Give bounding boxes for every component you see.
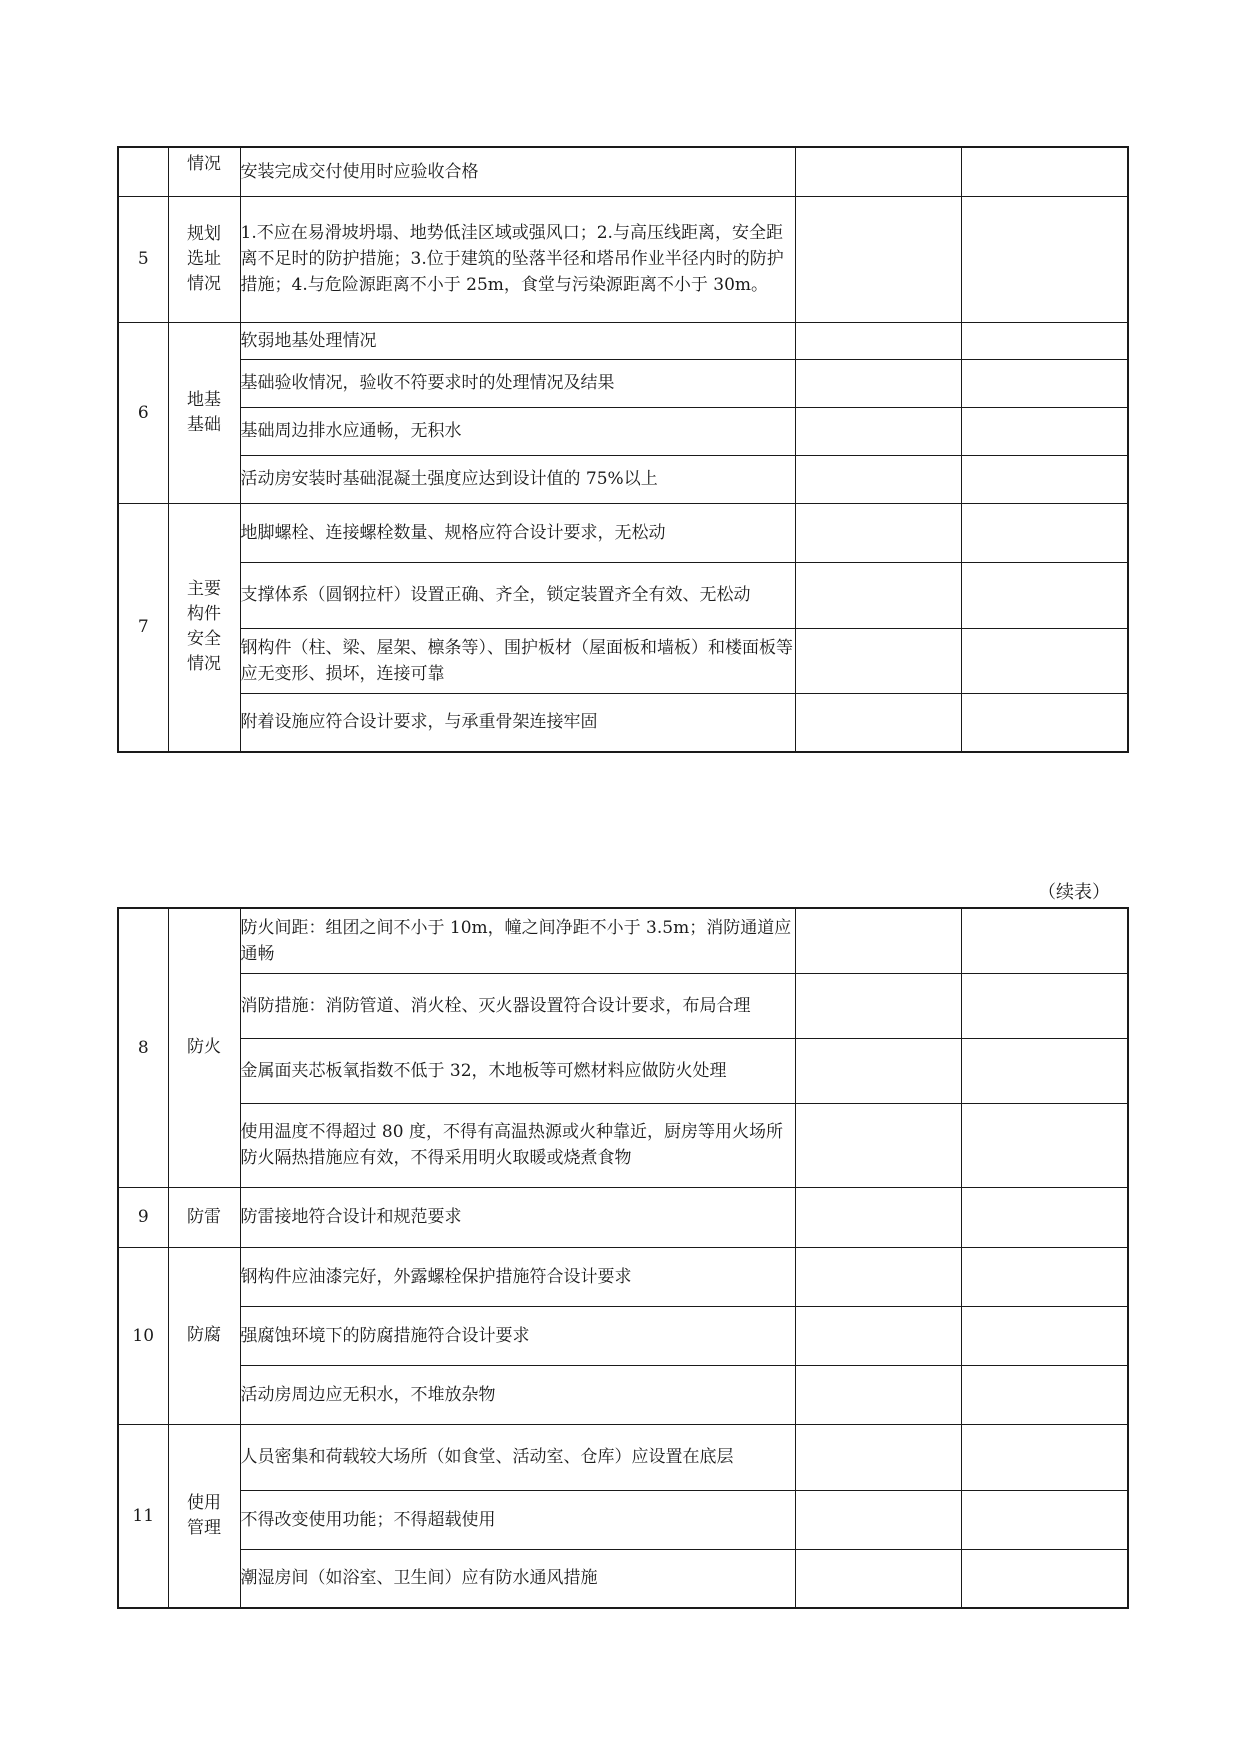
result-cell: [795, 1038, 961, 1103]
row-category-text: 规划 选址 情况: [187, 223, 221, 294]
check-item: 钢构件（柱、梁、屋架、檩条等）、围护板材（屋面板和墙板）和楼面板等应无变形、损坏，连接可靠: [240, 628, 795, 693]
check-item: 人员密集和荷载较大场所（如食堂、活动室、仓库）应设置在底层: [240, 1424, 795, 1490]
row-category: 情况: [168, 147, 240, 196]
remark-cell: [961, 908, 1128, 973]
row-category: 防雷: [168, 1187, 240, 1247]
check-item: 金属面夹芯板氧指数不低于 32，木地板等可燃材料应做防火处理: [240, 1038, 795, 1103]
table-row: [118, 359, 1128, 407]
table-row: [118, 1306, 1128, 1365]
remark-cell: [961, 562, 1128, 628]
result-cell: [795, 628, 961, 693]
check-item: 活动房周边应无积水，不堆放杂物: [240, 1365, 795, 1424]
row-number: 5: [118, 196, 168, 322]
table-row: [118, 322, 1128, 359]
table-row: [118, 973, 1128, 1038]
table-row: [118, 196, 1128, 322]
result-cell: [795, 1187, 961, 1247]
table-row: [118, 1424, 1128, 1490]
result-cell: [795, 455, 961, 503]
table-row: [118, 1038, 1128, 1103]
row-category: [168, 503, 240, 752]
check-item: 不得改变使用功能；不得超载使用: [240, 1490, 795, 1549]
row-category-text: 地基 基础: [187, 389, 221, 435]
row-category: [168, 1424, 240, 1608]
remark-cell: [961, 322, 1128, 359]
remark-cell: [961, 1306, 1128, 1365]
row-category: [168, 908, 240, 1187]
inspection-table-bottom: [117, 907, 1129, 1609]
result-cell: [795, 1103, 961, 1187]
row-number: 10: [118, 1247, 168, 1424]
row-category: [168, 196, 240, 322]
remark-cell: [961, 1187, 1128, 1247]
continued-label: （续表）: [1038, 882, 1110, 903]
inspection-table-top: [117, 146, 1129, 753]
result-cell: [795, 147, 961, 196]
check-item: 防雷接地符合设计和规范要求: [240, 1187, 795, 1247]
table-row: [118, 1490, 1128, 1549]
result-cell: [795, 908, 961, 973]
result-cell: [795, 1365, 961, 1424]
check-item: 消防措施：消防管道、消火栓、灭火器设置符合设计要求，布局合理: [240, 973, 795, 1038]
row-category-text: 主要 构件 安全 情况: [187, 579, 221, 675]
check-item: 软弱地基处理情况: [240, 322, 795, 359]
row-category: 防腐: [168, 1247, 240, 1424]
result-cell: [795, 1490, 961, 1549]
table-row: [118, 407, 1128, 455]
check-item: 安装完成交付使用时应验收合格: [240, 147, 795, 196]
remark-cell: [961, 1038, 1128, 1103]
result-cell: [795, 693, 961, 752]
check-item: 附着设施应符合设计要求，与承重骨架连接牢固: [240, 693, 795, 752]
table-row: [118, 503, 1128, 562]
check-item: 基础周边排水应通畅，无积水: [240, 407, 795, 455]
row-number: 7: [118, 503, 168, 752]
remark-cell: [961, 147, 1128, 196]
table-row: [118, 147, 1128, 196]
remark-cell: [961, 407, 1128, 455]
check-item: 使用温度不得超过 80 度，不得有高温热源或火种靠近，厨房等用火场所防火隔热措施应有效，不得采用明火取暖或烧煮食物: [240, 1103, 795, 1187]
table-row: [118, 562, 1128, 628]
remark-cell: [961, 1490, 1128, 1549]
table-row: [118, 628, 1128, 693]
table-row: [118, 908, 1128, 973]
row-number: [118, 147, 168, 196]
result-cell: [795, 322, 961, 359]
table-row: [118, 1365, 1128, 1424]
table-row: [118, 1549, 1128, 1608]
result-cell: [795, 407, 961, 455]
result-cell: [795, 1424, 961, 1490]
remark-cell: [961, 1424, 1128, 1490]
result-cell: [795, 196, 961, 322]
remark-cell: [961, 503, 1128, 562]
row-category-text: 防火: [187, 1037, 221, 1058]
check-item: 钢构件应油漆完好，外露螺栓保护措施符合设计要求: [240, 1247, 795, 1306]
result-cell: [795, 1247, 961, 1306]
remark-cell: [961, 1247, 1128, 1306]
remark-cell: [961, 693, 1128, 752]
result-cell: [795, 503, 961, 562]
result-cell: [795, 1549, 961, 1608]
check-item: 活动房安装时基础混凝土强度应达到设计值的 75%以上: [240, 455, 795, 503]
remark-cell: [961, 1549, 1128, 1608]
table-row: [118, 1103, 1128, 1187]
row-category: [168, 322, 240, 503]
row-category-text: 使用 管理: [187, 1492, 221, 1538]
remark-cell: [961, 196, 1128, 322]
row-number: 9: [118, 1187, 168, 1247]
check-item: 潮湿房间（如浴室、卫生间）应有防水通风措施: [240, 1549, 795, 1608]
remark-cell: [961, 455, 1128, 503]
check-item: 1.不应在易滑坡坍塌、地势低洼区域或强风口；2.与高压线距离，安全距离不足时的防护措施；3.位于建筑的坠落半径和塔吊作业半径内时的防护措施；4.与危险源距离不小于 25m，食堂与污染源距离不小于 30m。: [240, 196, 795, 322]
remark-cell: [961, 1103, 1128, 1187]
table-row: [118, 693, 1128, 752]
check-item: 防火间距：组团之间不小于 10m，幢之间净距不小于 3.5m；消防通道应通畅: [240, 908, 795, 973]
check-item: 支撑体系（圆钢拉杆）设置正确、齐全，锁定装置齐全有效、无松动: [240, 562, 795, 628]
row-number: 6: [118, 322, 168, 503]
remark-cell: [961, 628, 1128, 693]
result-cell: [795, 562, 961, 628]
result-cell: [795, 359, 961, 407]
check-item: 基础验收情况，验收不符要求时的处理情况及结果: [240, 359, 795, 407]
row-number: 11: [118, 1424, 168, 1608]
table-row: [118, 1247, 1128, 1306]
row-number: 8: [118, 908, 168, 1187]
check-item: 地脚螺栓、连接螺栓数量、规格应符合设计要求，无松动: [240, 503, 795, 562]
remark-cell: [961, 359, 1128, 407]
remark-cell: [961, 973, 1128, 1038]
remark-cell: [961, 1365, 1128, 1424]
table-row: [118, 1187, 1128, 1247]
table-row: [118, 455, 1128, 503]
result-cell: [795, 1306, 961, 1365]
result-cell: [795, 973, 961, 1038]
check-item: 强腐蚀环境下的防腐措施符合设计要求: [240, 1306, 795, 1365]
